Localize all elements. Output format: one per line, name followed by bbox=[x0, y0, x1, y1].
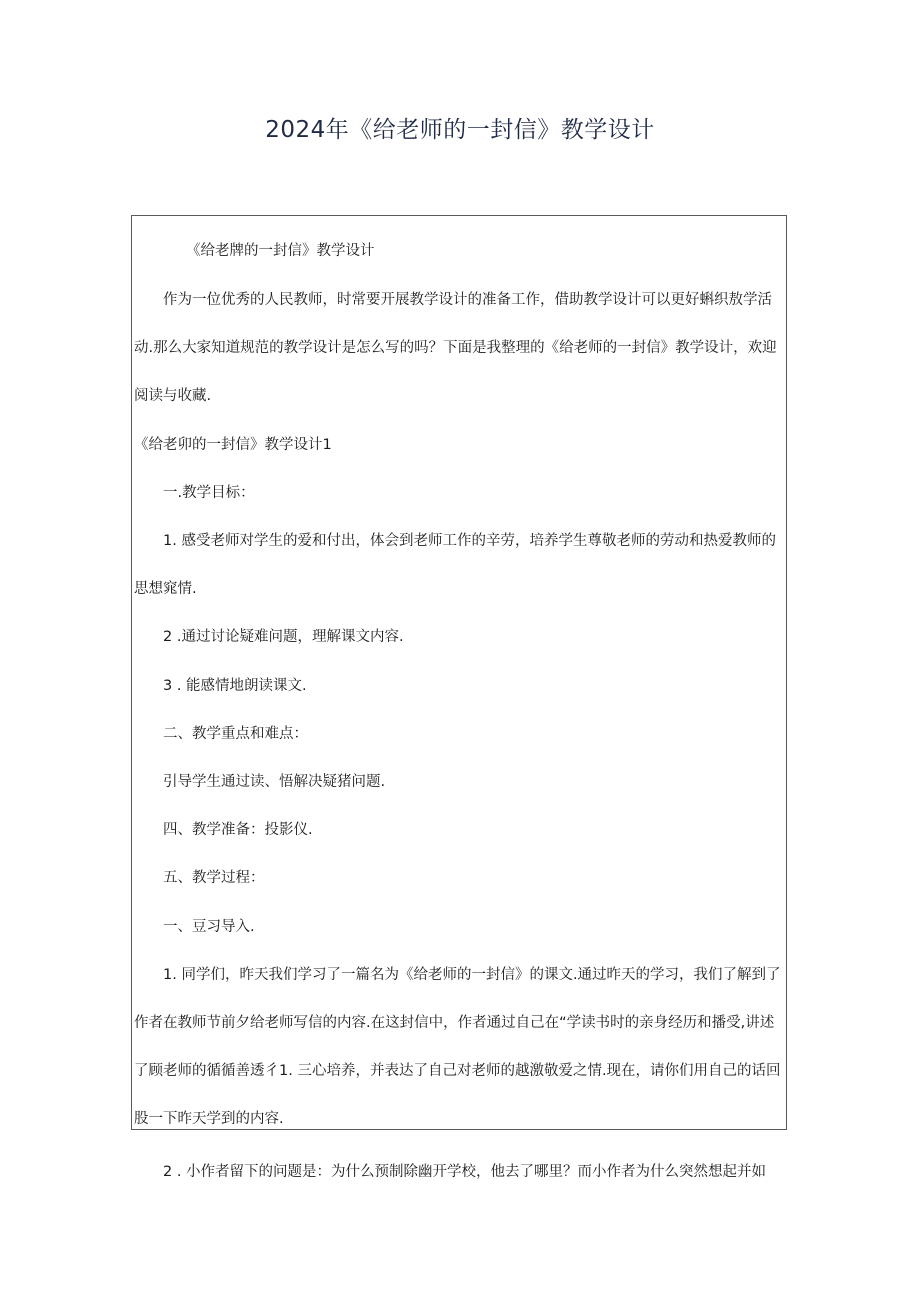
paragraph-line: 作为一位优秀的人民教师，时常要开展教学设计的准备工作，借助教学设计可以更好蝌织敖学活 bbox=[163, 292, 772, 308]
paragraph-line: 阅读与收藏. bbox=[134, 388, 212, 404]
section-heading: 二、教学重点和难点： bbox=[163, 726, 308, 742]
paragraph-line: 动.那么大家知道规范的教学设计是怎么写的吗？下面是我整理的《给老师的一封信》教学设计，欢迎 bbox=[134, 340, 777, 356]
list-item: 3 . 能感情地朗读课文. bbox=[163, 678, 307, 694]
section-heading: 五、教学过程： bbox=[163, 870, 265, 886]
list-item: 2 .通过讨论疑难问题，理解课文内容. bbox=[163, 629, 404, 645]
paragraph-line: 股一下昨天学到的内容. bbox=[134, 1111, 284, 1127]
list-item: 2 . 小作者留下的问题是：为什么预制除幽开学校，他去了哪里？而小作者为什么突然想起并如 bbox=[163, 1164, 767, 1180]
section-heading: 一.教学目标： bbox=[163, 485, 255, 501]
section-heading: 一、豆习导入. bbox=[163, 919, 255, 935]
section-heading: 四、教学准备：投影仪. bbox=[163, 822, 313, 838]
paragraph-line: 了顾老师的循循善透彳1. 三心培养，并表达了自己对老师的越激敬爱之情.现在，请你们用自己的话回 bbox=[134, 1063, 781, 1079]
paragraph-line: 1. 同学们，昨天我们学习了一篇名为《给老师的一封信》的课文.通过昨天的学习，我们了解到了 bbox=[163, 967, 781, 983]
paragraph-line: 引导学生通过读、悟解决疑猪问题. bbox=[163, 774, 386, 790]
subtitle-line: 《给老牌的一封信》教学设计 bbox=[186, 243, 375, 259]
section-heading: 《给老卯的一封信》教学设计1 bbox=[134, 437, 332, 453]
paragraph-line: 1. 感受老师对学生的爱和付出，体会到老师工作的辛劳，培养学生尊敬老师的劳动和热爱教师的 bbox=[163, 533, 776, 549]
paragraph-line: 作者在教师节前夕给老师写信的内容.在这封信中，作者通过自己在“学读书时的亲身经历和播受,讲述 bbox=[134, 1015, 775, 1031]
document-title: 2024年《给老师的一封信》教学设计 bbox=[265, 117, 655, 143]
paragraph-line: 思想窕情. bbox=[134, 581, 197, 597]
